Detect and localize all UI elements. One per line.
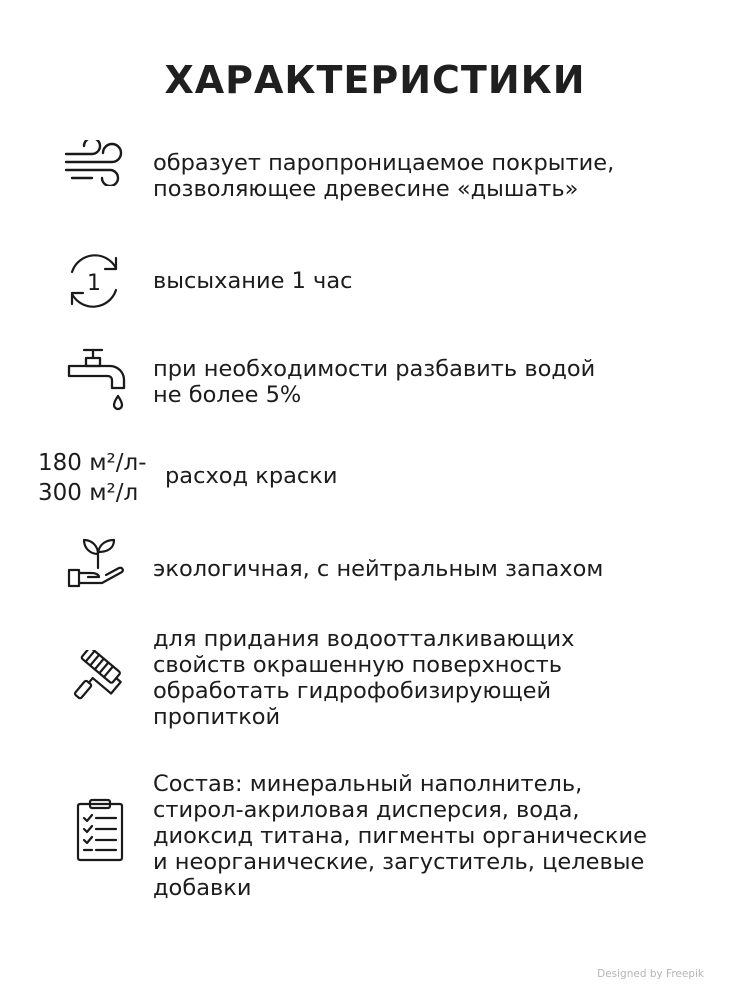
credit-text: Designed by Freepik: [597, 968, 704, 980]
feature-eco-text: экологичная, с нейтральным запахом: [153, 556, 604, 582]
plant-hand-icon: [66, 532, 130, 588]
page-title: ХАРАКТЕРИСТИКИ: [164, 58, 586, 102]
wind-icon: [62, 140, 128, 186]
clock-number: 1: [87, 271, 101, 296]
consumption-rate: 180 м²/л- 300 м²/л: [38, 450, 147, 506]
feature-consumption-text: расход краски: [165, 463, 338, 489]
feature-hydrophobic-text: для придания водоотталкивающих свойств окрашенную поверхность обработать гидрофобизирующей пропиткой: [153, 626, 575, 730]
clock-cycle-icon: [62, 250, 126, 312]
faucet-icon: [66, 346, 130, 416]
feature-breathable-text: образует паропроницаемое покрытие, позволяющее древесине «дышать»: [153, 150, 615, 202]
feature-drying-text: высыхание 1 час: [153, 268, 353, 294]
clipboard-checklist-icon: [74, 798, 126, 862]
feature-dilute-text: при необходимости разбавить водой не более 5%: [153, 356, 596, 408]
paint-roller-icon: [64, 650, 126, 710]
feature-composition-text: Состав: минеральный наполнитель, стирол-акриловая дисперсия, вода, диоксид титана, пигменты органические и неорганические, загуститель, целевые добавки: [153, 771, 647, 901]
